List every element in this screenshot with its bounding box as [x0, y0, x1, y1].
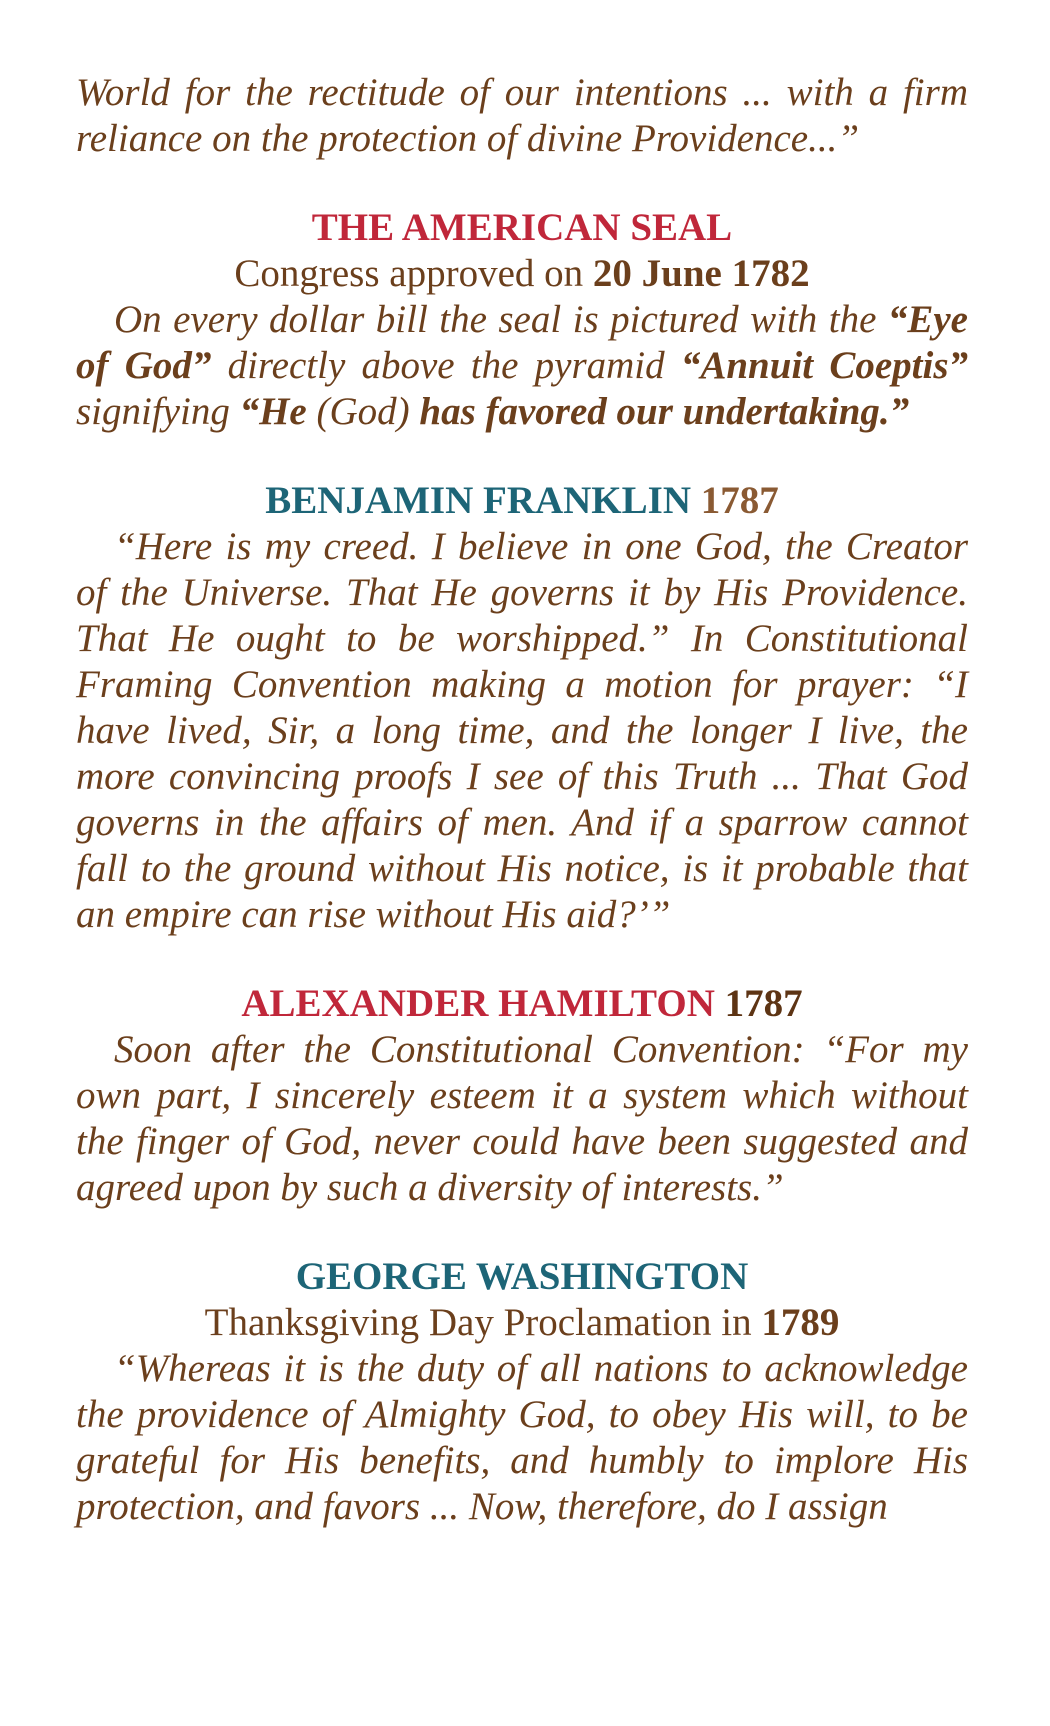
washington-quote: “Whereas it is the duty of all nations to acknowledge the providence of Almighty God, to obey His will, to be grateful for His benefits, and humbly to implore His protection, and favors ... Now, therefore, do I assign — [76, 1347, 968, 1528]
washington-section — [76, 1254, 968, 1530]
american-seal-date: 20 June 1782 — [592, 252, 810, 295]
franklin-year: 1787 — [700, 479, 779, 522]
washington-heading: GEORGE WASHINGTON — [295, 1255, 749, 1298]
washington-year: 1789 — [761, 1301, 840, 1344]
hamilton-section — [76, 981, 968, 1211]
franklin-section — [76, 478, 968, 938]
hamilton-name: ALEXANDER HAMILTON — [241, 982, 715, 1025]
seal-text-part2: directly above the pyramid — [211, 344, 681, 387]
favored-phrase: has favored our undertaking.” — [419, 390, 910, 433]
american-seal-text — [76, 297, 968, 435]
annuit-coeptis-phrase: “Annuit Coeptis” — [680, 344, 968, 387]
franklin-quote: “Here is my creed. I believe in one God, the Creator of the Universe. That He governs it by His Providence. That He ought to be worshipped.” In Constitutional Framing Convention making a motion for prayer: “I have lived, Sir, a long time, and the longer I live, the more convincing proofs I see of this Truth ... That God governs in the affairs of men. And if a sparrow cannot fall to the ground without His notice, is it probable that an empire can rise without His aid?’” — [76, 525, 968, 936]
seal-text-part3: signifying — [76, 390, 240, 433]
american-seal-subline — [76, 251, 968, 297]
washington-subline-prefix: Thanksgiving Day Proclamation in — [204, 1301, 762, 1344]
eye-of-god-phrase: “Eye of God” — [76, 298, 968, 387]
hamilton-quote: Soon after the Constitutional Convention: “For my own part, I sincerely esteem it a system which without the finger of God, never could have been suggested and agreed upon by such a diversity of interests.” — [76, 1028, 968, 1209]
seal-text-part1: On every dollar bill the seal is pictured with the — [114, 298, 888, 341]
hamilton-year: 1787 — [724, 982, 803, 1025]
intro-quote: World for the rectitude of our intentions ... with a firm reliance on the protection of divine Providence...” — [76, 71, 968, 160]
washington-subline — [76, 1300, 968, 1346]
american-seal-subline-prefix: Congress approved on — [234, 252, 593, 295]
franklin-heading — [76, 478, 968, 524]
god-phrase: (God) — [306, 390, 420, 433]
hamilton-heading — [76, 981, 968, 1027]
american-seal-section — [76, 205, 968, 435]
franklin-name: BENJAMIN FRANKLIN — [265, 479, 691, 522]
american-seal-heading: THE AMERICAN SEAL — [311, 206, 733, 249]
he-phrase: “He — [239, 390, 307, 433]
